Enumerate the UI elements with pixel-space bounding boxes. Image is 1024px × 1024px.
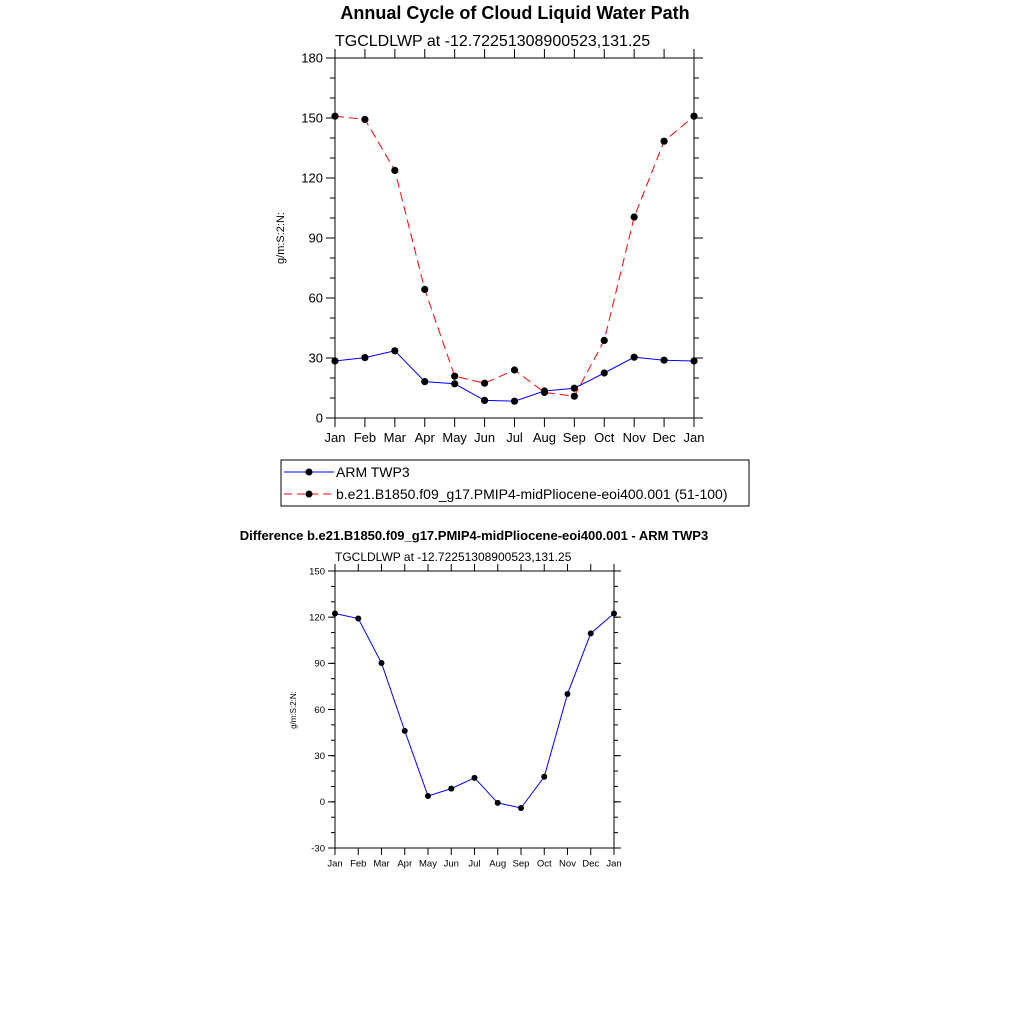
series-0-point (379, 660, 385, 666)
chart1-legend (281, 460, 749, 506)
series-0-point (511, 398, 518, 405)
series-1-point (631, 213, 638, 220)
x-tick-label: Oct (594, 430, 615, 445)
x-tick-label: Jan (324, 430, 346, 445)
chart1-y-axis-label: g/m:S:2:N: (275, 212, 287, 264)
x-tick-label: Jan (327, 858, 343, 870)
series-1-line (335, 116, 694, 396)
chart1-series (331, 113, 697, 405)
chart2-plot-frame (335, 571, 614, 848)
x-tick-label: May (419, 858, 437, 870)
chart2-y-axis-label: g/m:S:2:N: (289, 691, 298, 729)
series-0-point (601, 369, 608, 376)
series-0-point (541, 774, 547, 780)
x-tick-label: Feb (353, 430, 377, 445)
legend-marker-arm (306, 469, 313, 476)
series-1-point (601, 337, 608, 344)
x-tick-label: Dec (582, 858, 600, 870)
series-1-point (421, 286, 428, 293)
chart2-title: Difference b.e21.B1850.f09_g17.PMIP4-midPliocene-eoi400.001 - ARM TWP3 (239, 528, 709, 543)
chart1-title: Annual Cycle of Cloud Liquid Water Path (340, 3, 690, 23)
series-0-point (495, 800, 501, 806)
y-tick-label: 0 (319, 797, 325, 809)
x-tick-label: Aug (532, 430, 556, 445)
series-1-point (571, 393, 578, 400)
x-tick-label: Jan (683, 430, 705, 445)
chart1-ticks (301, 49, 704, 445)
series-0-point (518, 805, 524, 811)
y-tick-label: 120 (309, 612, 325, 624)
series-0-point (451, 380, 458, 387)
legend-label-model: b.e21.B1850.f09_g17.PMIP4-midPliocene-eoi400.001 (51-100) (336, 486, 728, 502)
y-tick-label: 90 (314, 658, 325, 670)
series-0-line (335, 351, 694, 401)
x-tick-label: Nov (559, 858, 576, 870)
series-0-point (660, 357, 667, 364)
chart2-ticks (309, 564, 622, 870)
series-0-point (425, 793, 431, 799)
y-tick-label: 30 (314, 750, 325, 762)
x-tick-label: Mar (383, 430, 407, 445)
x-tick-label: May (442, 430, 467, 445)
series-0-point (355, 616, 361, 622)
chart2-subtitle: TGCLDLWP at -12.72251308900523,131.25 (335, 550, 572, 564)
series-1-point (451, 373, 458, 380)
x-tick-label: Jun (474, 430, 496, 445)
y-tick-label: 150 (301, 110, 323, 126)
annual-cycle-chart (275, 3, 749, 506)
series-0-point (481, 397, 488, 404)
y-tick-label: 0 (315, 410, 323, 426)
chart2-series (332, 610, 617, 811)
series-1-point (541, 389, 548, 396)
x-tick-label: Dec (652, 430, 676, 445)
series-0-point (631, 354, 638, 361)
series-1-point (361, 116, 368, 123)
x-tick-label: Mar (373, 858, 390, 870)
x-tick-label: Jan (606, 858, 622, 870)
difference-chart (240, 528, 708, 870)
series-1-point (391, 167, 398, 174)
y-tick-label: 150 (309, 566, 325, 578)
chart1-subtitle: TGCLDLWP at -12.72251308900523,131.25 (335, 33, 651, 50)
series-0-point (588, 630, 594, 636)
legend-label-arm: ARM TWP3 (336, 464, 410, 480)
series-0-point (565, 691, 571, 697)
x-tick-label: Jul (468, 858, 481, 870)
y-tick-label: 60 (314, 704, 325, 716)
series-0-point (402, 728, 408, 734)
y-tick-label: 120 (301, 170, 323, 186)
legend-marker-model (306, 491, 313, 498)
series-0-point (391, 347, 398, 354)
series-0-point (421, 378, 428, 385)
y-tick-label: 30 (308, 350, 323, 366)
x-tick-label: Jun (443, 858, 459, 870)
chart1-plot-frame (335, 58, 694, 418)
x-tick-label: Nov (622, 430, 646, 445)
series-0-point (448, 786, 454, 792)
x-tick-label: Sep (562, 430, 586, 445)
x-tick-label: Sep (512, 858, 530, 870)
y-tick-label: 60 (308, 290, 323, 306)
series-0-point (472, 775, 478, 781)
x-tick-label: Oct (536, 858, 552, 870)
series-1-point (660, 138, 667, 145)
x-tick-label: Apr (414, 430, 435, 445)
series-1-point (481, 380, 488, 387)
x-tick-label: Apr (397, 858, 413, 870)
y-tick-label: -30 (311, 843, 325, 855)
x-tick-label: Feb (350, 858, 367, 870)
series-0-point (361, 354, 368, 361)
x-tick-label: Aug (489, 858, 507, 870)
series-1-point (511, 366, 518, 373)
y-tick-label: 180 (301, 50, 323, 66)
y-tick-label: 90 (308, 230, 323, 246)
x-tick-label: Jul (506, 430, 523, 445)
